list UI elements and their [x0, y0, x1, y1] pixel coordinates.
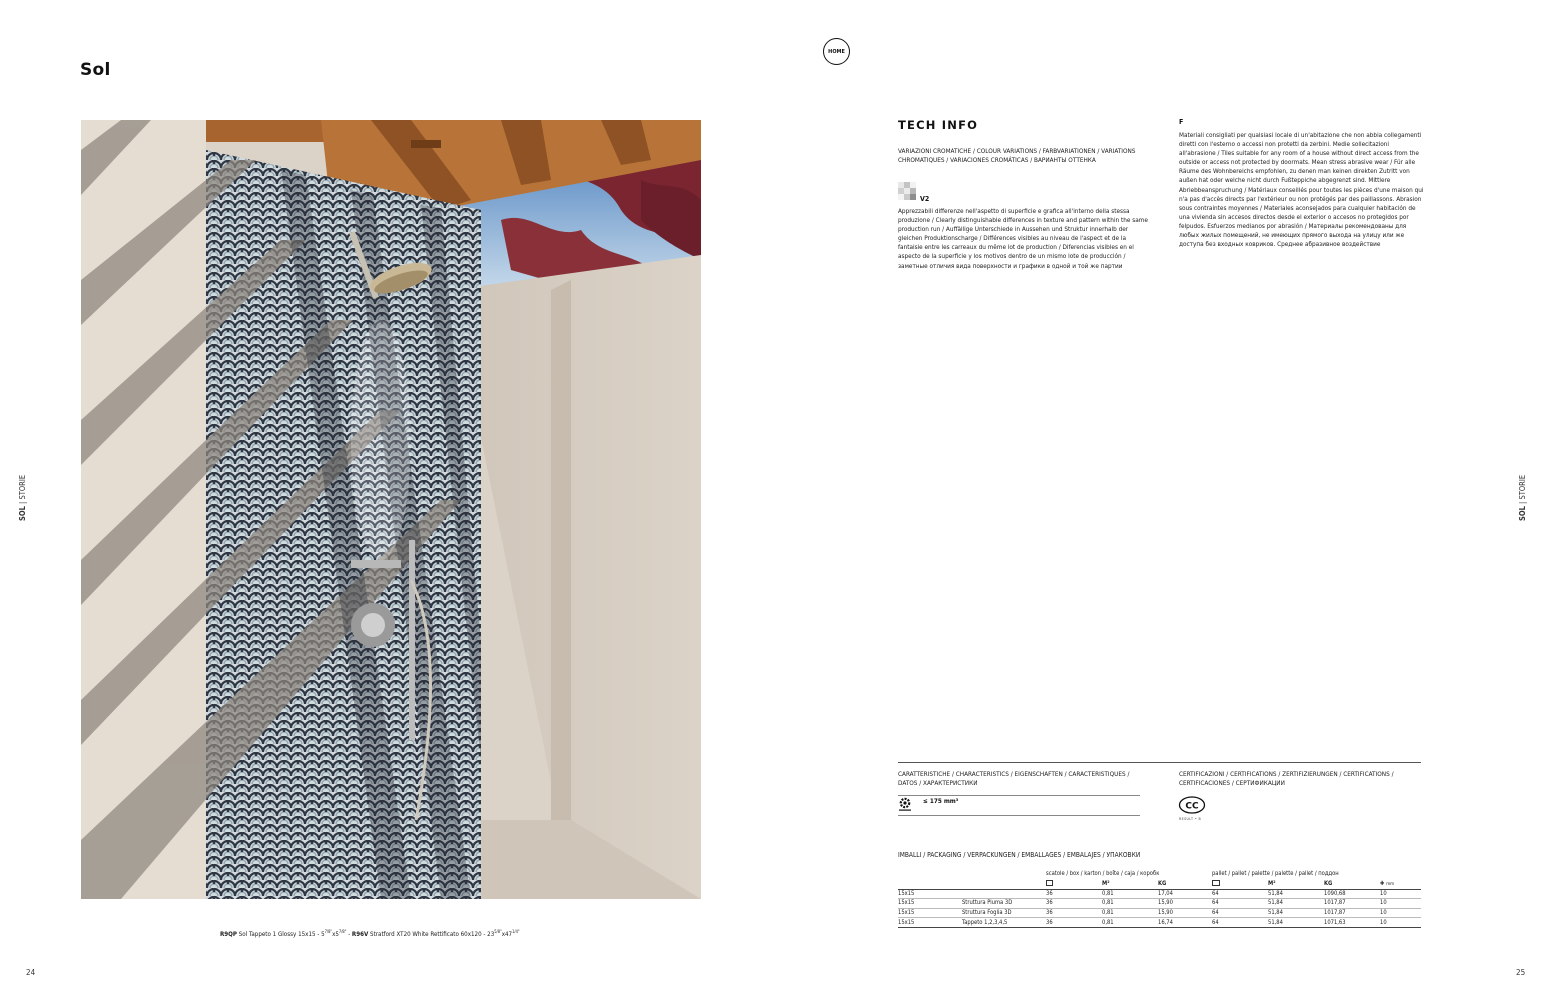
cell-pallet-box: 64 — [1212, 908, 1268, 918]
cell-box-kg: 15,90 — [1158, 908, 1212, 918]
variation-description: Apprezzabili differenze nell'aspetto di superficie e grafica all'interno della stessa produzione / Clearly distinguishable differences in texture and pattern within the same production run / Auffällige Unterschiede in Aussehen und Struktur innerhalb der gleichen Produktionscharge / Différences visibles au niveau de l'aspect et de la fantaisie entre les carreaux du même lot de production / Diferencias visibles en el aspecto de la superficie y los motivos dentro de un mismo lote de producción / заметные отличия вида поверхности и графики в одной и той же партии — [898, 207, 1148, 270]
page-title: Sol — [80, 60, 111, 80]
cell-mm: 10 — [1380, 908, 1421, 918]
cell-name — [962, 889, 1046, 899]
cell-box-m2: 0,81 — [1102, 899, 1158, 909]
cell-box-pcs: 36 — [1046, 918, 1102, 928]
table-row — [898, 889, 1421, 899]
side-label-left-bold: SOL — [18, 506, 27, 521]
side-label-right-bold: SOL — [1518, 506, 1527, 521]
cert-sub-label: RESULT • B — [1179, 817, 1202, 821]
characteristics-divider — [898, 762, 1421, 763]
certifications-heading: CERTIFICAZIONI / CERTIFICATIONS / ZERTIFIZIERUNGEN / CERTIFICATIONS / CERTIFICACIONES / СЕРТИФИКАЦИИ — [1179, 770, 1394, 788]
tech-info-title: TECH INFO — [898, 118, 979, 132]
page-number-left: 24 — [26, 968, 36, 977]
box-icon — [1046, 880, 1053, 886]
cell-box-pcs: 36 — [1046, 899, 1102, 909]
table-row — [898, 918, 1421, 928]
cell-size: 15x15 — [898, 899, 962, 909]
cell-pallet-m2: 51,84 — [1268, 889, 1324, 899]
characteristics-row-bottom-rule — [898, 815, 1140, 816]
cell-pallet-box: 64 — [1212, 899, 1268, 909]
pallet-icon — [1212, 880, 1220, 886]
abrasion-class: F — [1179, 118, 1184, 126]
ce-certification-icon — [1178, 796, 1206, 814]
caption-sup-2b: 1/4" — [512, 929, 520, 934]
thickness-icon: ✚ — [1380, 880, 1385, 887]
cell-pallet-m2: 51,84 — [1268, 908, 1324, 918]
cell-box-pcs: 36 — [1046, 908, 1102, 918]
characteristics-row-top-rule — [898, 795, 1140, 796]
cell-box-m2: 0,81 — [1102, 908, 1158, 918]
cell-pallet-box: 64 — [1212, 889, 1268, 899]
pallet-group-label: pallet / pallet / palette / palette / pallet / поддон — [1212, 871, 1339, 877]
packaging-heading: IMBALLI / PACKAGING / VERPACKUNGEN / EMBALLAGES / EMBALAJES / УПАКОВКИ — [898, 851, 1141, 859]
caption-sup-2: 5/8" — [494, 929, 502, 934]
caption-text-1: Sol Tappeto 1 Glossy 15x15 - 5 — [236, 931, 325, 939]
cell-box-kg: 15,90 — [1158, 899, 1212, 909]
caption-text-2: Stratford XT20 White Rettificato 60x120 - 23 — [368, 931, 495, 939]
outdoor-shower-photo — [81, 120, 701, 899]
pallet-m2-header: M² — [1268, 879, 1324, 889]
cell-pallet-kg: 1090,68 — [1324, 889, 1380, 899]
variation-code: V2 — [920, 195, 930, 203]
colour-variations-heading: VARIAZIONI CROMATICHE / COLOUR VARIATIONS / FARBVARIATIONEN / VARIATIONS CHROMATIQUES / VARIACIONES CROMÁTICAS / ВАРИАНТЫ ОТТЕНКА — [898, 147, 1136, 165]
caption-sup-1b: 7/8" — [338, 929, 347, 934]
table-row — [898, 899, 1421, 909]
caption-text-1b: x5 — [332, 931, 339, 939]
cell-pallet-m2: 51,84 — [1268, 899, 1324, 909]
caption-code-1: R9QP — [220, 931, 237, 939]
deep-abrasion-value: ≤ 175 mm³ — [923, 797, 959, 805]
page-number-right: 25 — [1516, 968, 1526, 977]
cell-mm: 10 — [1380, 889, 1421, 899]
cell-size: 15x15 — [898, 889, 962, 899]
cell-name: Struttura Piuma 3D — [962, 899, 1046, 909]
cell-box-kg: 16,74 — [1158, 918, 1212, 928]
side-label-right-rest: | STORIE — [1518, 474, 1527, 507]
cell-box-pcs: 36 — [1046, 889, 1102, 899]
photo-caption — [220, 929, 520, 938]
cell-pallet-box: 64 — [1212, 918, 1268, 928]
packaging-group-header — [898, 869, 1421, 879]
caption-separator: - — [346, 931, 352, 939]
variation-swatch-icon — [898, 182, 916, 200]
caption-sup-1: 7/8" — [324, 929, 333, 934]
home-button[interactable]: HOME — [823, 38, 850, 65]
cell-box-m2: 0,81 — [1102, 918, 1158, 928]
box-group-label: scatole / box / karton / boîte / caja / коробк — [1046, 871, 1160, 877]
cert-badge-text: CC — [1185, 801, 1199, 812]
cell-mm: 10 — [1380, 918, 1421, 928]
side-label-left-rest: | STORIE — [18, 474, 27, 507]
cell-pallet-kg: 1017,87 — [1324, 899, 1380, 909]
cell-name: Tappeto 1,2,3,4,5 — [962, 918, 1046, 928]
cell-box-kg: 17,04 — [1158, 889, 1212, 899]
cell-size: 15x15 — [898, 918, 962, 928]
cell-pallet-kg: 1071,63 — [1324, 918, 1380, 928]
abrasion-description: Materiali consigliati per qualsiasi locale di un'abitazione che non abbia collegamenti diretti con l'esterno o accessi non protetti da zerbini. Medie sollecitazioni all'abrasione / Tiles suitable for any room of a house without direct access from the outside or access not protected by doormats. Mean stress abrasive wear / Für alle Räume des Wohnbereichs empfohlen, zu denen man keinen direkten Zutritt von außen hat oder welche nicht durch Fußteppiche abgegrenzt sind. Mittlere Abriebbeanspruchung / Matériaux conseillés pour toutes les pièces d'une maison qui n'a pas d'accès directs par l'extérieur ou non protégés par des paillassons. Abrasion sous contraintes moyennes / Materiales aconsejados para cualquier habitación de una vivienda sin accesos directos desde el exterior o accesos no protegidos por felpudos. Esfuerzos medianos por abrasión / Материалы рекомендованы для любых жилых помещений, не имеющих прямого выхода на улицу или же доступа без входных ковриков. Среднее абразивное воздействие — [1179, 131, 1424, 249]
thickness-unit: mm — [1386, 881, 1395, 887]
packaging-table — [898, 869, 1421, 928]
box-m2-header: M² — [1102, 879, 1158, 889]
pallet-kg-header: KG — [1324, 879, 1380, 889]
packaging-units-header — [898, 879, 1421, 889]
cell-size: 15x15 — [898, 908, 962, 918]
cell-mm: 10 — [1380, 899, 1421, 909]
side-label-left — [18, 475, 27, 521]
cell-pallet-m2: 51,84 — [1268, 918, 1324, 928]
table-row — [898, 908, 1421, 918]
box-kg-header: KG — [1158, 879, 1212, 889]
cell-name: Struttura Foglia 3D — [962, 908, 1046, 918]
caption-text-2b: x47 — [501, 931, 513, 939]
side-label-right — [1518, 475, 1527, 521]
deep-abrasion-icon — [898, 797, 914, 813]
caption-code-2: R96V — [351, 931, 369, 939]
cell-box-m2: 0,81 — [1102, 889, 1158, 899]
characteristics-heading: CARATTERISTICHE / CHARACTERISTICS / EIGENSCHAFTEN / CARACTERISTIQUES / DATOS / ХАРАКТЕРИСТИКИ — [898, 770, 1130, 788]
cell-pallet-kg: 1017,87 — [1324, 908, 1380, 918]
